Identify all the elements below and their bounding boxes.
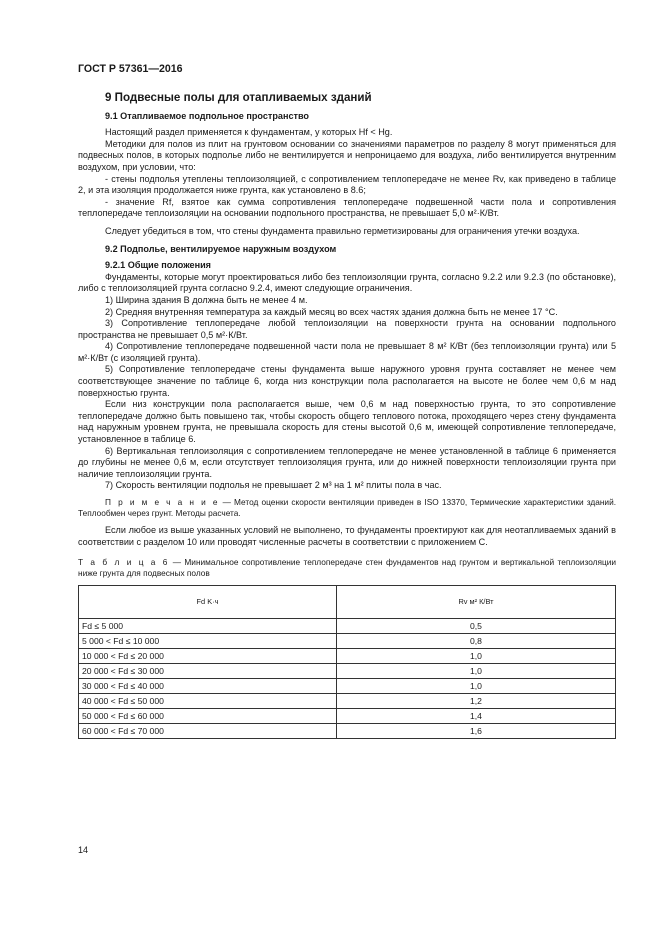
table-row	[79, 664, 616, 679]
paragraph: Фундаменты, которые могут проектироваться либо без теплоизоляции грунта, согласно 9.2.2 или 9.2.3 (по обстановке), либо с теплоизоляцией грунта согласно 9.2.4, имеют следующие ограничения.	[78, 271, 616, 294]
standard-header: ГОСТ Р 57361—2016	[78, 63, 183, 75]
list-item: 4) Сопротивление теплопередаче подвешенной части пола не превышает 8 м² К/Вт (без теплоизоляции грунта) или 5 м²·К/Вт (с изоляцией грунта).	[78, 341, 616, 363]
table-cell: 0,8	[337, 634, 616, 649]
column-header-fd: Fd K·ч	[79, 586, 337, 619]
paragraph: Если любое из выше указанных условий не выполнено, то фундаменты проектируют как для неотапливаемых зданий в соответствии с разделом 10 или проводят численные расчеты в соответствии с приложением C.	[78, 525, 616, 547]
table-row	[79, 679, 616, 694]
list-item: 3) Сопротивление теплопередаче любой теплоизоляции на поверхности грунта на основании подпольного пространства не превышает 0,5 м²·К/Вт.	[78, 318, 616, 340]
note	[78, 497, 616, 519]
column-header-rv: Rv м² К/Вт	[337, 586, 616, 619]
list-item: 1) Ширина здания B должна быть не менее 4 м.	[105, 294, 308, 305]
table-cell: 10 000 < Fd ≤ 20 000	[79, 649, 337, 664]
table-row	[79, 634, 616, 649]
section-9-1-title: 9.1 Отапливаемое подпольное пространство	[105, 110, 309, 121]
table-cell: 20 000 < Fd ≤ 30 000	[79, 664, 337, 679]
note-text: — Метод оценки скорости вентиляции приведен в ISO 13370, Термические характеристики зданий. Теплообмен через грунт. Методы расчета.	[78, 497, 617, 518]
paragraph: - стены подполья утеплены теплоизоляцией, с сопротивлением теплопередаче не менее Rv, как приведено в таблице 2, и эта изоляция продолжается ниже грунта, как установлено в 8.6;	[78, 173, 616, 196]
table-cell: 5 000 < Fd ≤ 10 000	[79, 634, 337, 649]
paragraph: Настоящий раздел применяется к фундаментам, у которых Hf < Hg.	[105, 127, 393, 138]
list-item: 5) Сопротивление теплопередаче стены фундамента выше наружного уровня грунта составляет не менее чем соответствующее значение по таблице 6, когда низ конструкции пола располагается на высоте не более чем 0,6 м над поверхностью грунта.	[78, 364, 616, 398]
table-caption-label: Т а б л и ц а 6	[78, 557, 170, 568]
note-label: П р и м е ч а н и е	[105, 497, 220, 507]
table-row	[79, 649, 616, 664]
table-header-row	[79, 586, 616, 619]
table-cell: 0,5	[337, 619, 616, 634]
table-cell: 1,2	[337, 694, 616, 709]
page-content	[78, 92, 616, 739]
table-row	[79, 619, 616, 634]
table-caption	[78, 557, 616, 579]
section-9-2-1-title: 9.2.1 Общие положения	[105, 260, 211, 271]
list-item: 2) Средняя внутренняя температура за каждый месяц во всех частях здания должна быть не менее 17 °C.	[105, 306, 558, 317]
paragraph: Методики для полов из плит на грунтовом основании со значениями параметров по разделу 8 могут применяться для подвесных полов, в которых подполье либо не вентилируется и непроницаемо для воздуха, либо вентилируется внутренним воздухом, при условии, что:	[78, 138, 616, 172]
page-number: 14	[78, 845, 89, 855]
list-item: 6) Вертикальная теплоизоляция с сопротивлением теплопередаче не менее установленной в таблице 6 применяется до глубины не менее 0,6 м, если отсутствует теплоизоляция грунта, или до нижней поверхности теплоизоляции грунта при наличие теплоизоляции грунта.	[78, 445, 616, 479]
paragraph: Следует убедиться в том, что стены фундамента правильно герметизированы для ограничения утечки воздуха.	[105, 225, 580, 236]
paragraph: - значение Rf, взятое как сумма сопротивления теплопередаче подвешенной части пола и сопротивления теплопередаче теплоизоляции на основании подпольного пространства, не превышает 5,0 м²·К/Вт.	[78, 196, 616, 219]
table-cell: 50 000 < Fd ≤ 60 000	[79, 709, 337, 724]
list-item: Если низ конструкции пола располагается выше, чем 0,6 м над поверхностью грунта, то это сопротивление теплопередаче должно быть повышено так, чтобы скорость общего теплового потока, проходящего через стену фундамента над наружным уровнем грунта, не превышала скорость для стены высотой 0,6 м, имеющей сопротивление теплопередаче, установленное в таблице 6.	[78, 399, 616, 445]
table-cell: 1,0	[337, 649, 616, 664]
table-row	[79, 694, 616, 709]
table-row	[79, 724, 616, 739]
table-cell: 1,6	[337, 724, 616, 739]
section-9-title: 9 Подвесные полы для отапливаемых зданий	[105, 91, 372, 104]
table-cell: 1,0	[337, 664, 616, 679]
table-cell: 30 000 < Fd ≤ 40 000	[79, 679, 337, 694]
table-6	[78, 585, 616, 739]
table-cell: 1,0	[337, 679, 616, 694]
table-caption-text: — Минимальное сопротивление теплопередаче стен фундаментов над грунтом и вертикальной теплоизоляции ниже грунта для подвесных полов	[78, 557, 616, 579]
table-cell: 40 000 < Fd ≤ 50 000	[79, 694, 337, 709]
table-row	[79, 709, 616, 724]
section-9-2-title: 9.2 Подполье, вентилируемое наружным воздухом	[105, 243, 337, 254]
table-cell: Fd ≤ 5 000	[79, 619, 337, 634]
list-item: 7) Скорость вентиляции подполья не превышает 2 м³ на 1 м² плиты пола в час.	[105, 480, 442, 491]
table-cell: 1,4	[337, 709, 616, 724]
table-cell: 60 000 < Fd ≤ 70 000	[79, 724, 337, 739]
